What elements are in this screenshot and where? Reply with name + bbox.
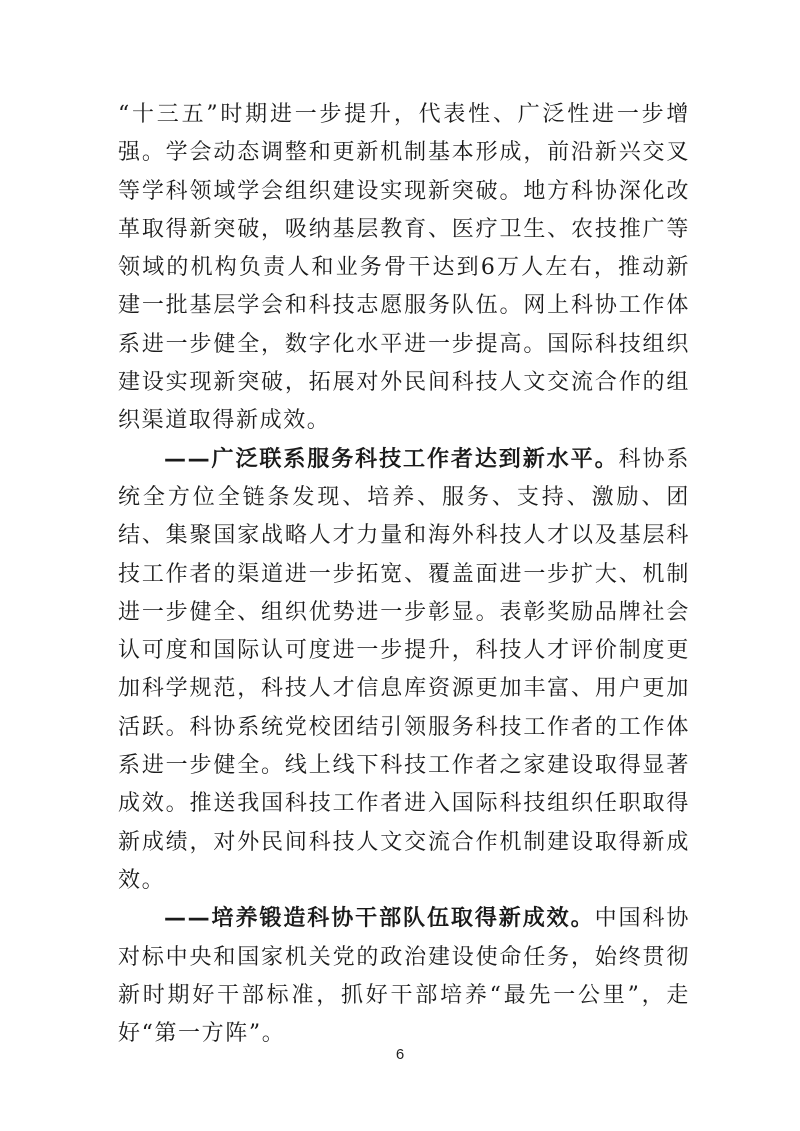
body-text	[118, 96, 690, 1053]
paragraph-text: 科协系统全方位全链条发现、培养、服务、支持、激励、团结、集聚国家战略人才力量和海外科技人才以及基层科技工作者的渠道进一步拓宽、覆盖面进一步扩大、机制进一步健全、组织优势进一步彰显。表彰奖励品牌社会认可度和国际认可度进一步提升，科技人才评价制度更加科学规范，科技人才信息库资源更加丰富、用户更加活跃。科协系统党校团结引领服务科技工作者的工作体系进一步健全。线上线下科技工作者之家建设取得显著成效。推送我国科技工作者进入国际科技组织任职取得新成绩，对外民间科技人文交流合作机制建设取得新成效。	[118, 446, 690, 893]
paragraph-text: “十三五”时期进一步提升，代表性、广泛性进一步增强。学会动态调整和更新机制基本形成，前沿新兴交叉等学科领域学会组织建设实现新突破。地方科协深化改革取得新突破，吸纳基层教育、医疗卫生、农技推广等领域的机构负责人和业务骨干达到6万人左右，推动新建一批基层学会和科技志愿服务队伍。网上科协工作体系进一步健全，数字化水平进一步提高。国际科技组织建设实现新突破，拓展对外民间科技人文交流合作的组织渠道取得新成效。	[118, 102, 690, 434]
paragraph-text: 中国科协对标中央和国家机关党的政治建设使命任务，始终贯彻新时期好干部标准，抓好干部培养“最先一公里”，走好“第一方阵”。	[118, 906, 690, 1047]
paragraph-cadre-training	[118, 900, 690, 1053]
paragraph-lead-heading: ——培养锻造科协干部队伍取得新成效。	[164, 906, 595, 932]
page-number: 6	[395, 1046, 405, 1063]
paragraph-lead-heading: ——广泛联系服务科技工作者达到新水平。	[164, 446, 619, 472]
paragraph-continuation	[118, 96, 690, 441]
paragraph-contact-service	[118, 441, 690, 901]
